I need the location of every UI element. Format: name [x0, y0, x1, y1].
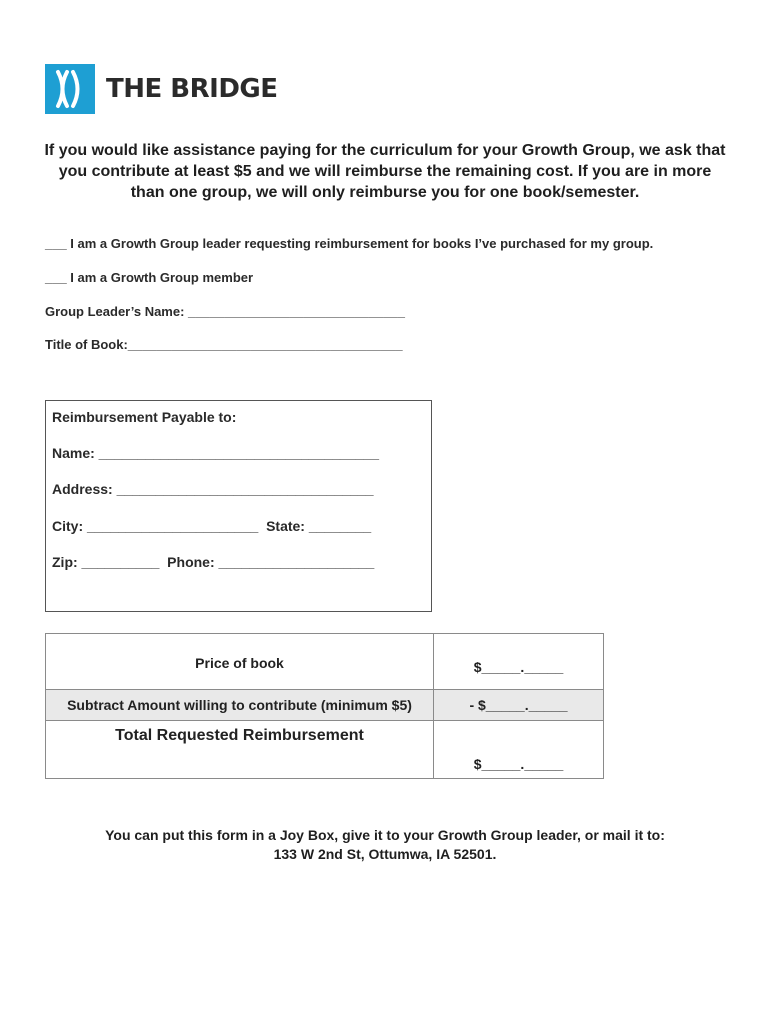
footer-line-1: You can put this form in a Joy Box, give it to your Growth Group leader, or mail it to: [105, 827, 665, 843]
cost-table [45, 633, 604, 779]
intro-paragraph: If you would like assistance paying for the curriculum for your Growth Group, we ask that you contribute at least $5 and we will reimburse the remaining cost. If you are in more than one group, we will only reimburse you for one book/semester. [44, 142, 726, 201]
payee-name-field[interactable]: Name: ____________________________________ [52, 445, 379, 461]
payee-address-field[interactable]: Address: _________________________________ [52, 481, 374, 497]
payable-title: Reimbursement Payable to: [52, 409, 237, 425]
book-title-field[interactable]: Title of Book:______________________________________ [45, 337, 403, 352]
reimbursement-payable-box [45, 400, 432, 612]
footer-instructions [40, 826, 730, 864]
table-row [46, 690, 604, 721]
total-reimbursement-label: Total Requested Reimbursement [46, 721, 434, 779]
price-of-book-value[interactable]: $_____._____ [434, 634, 604, 690]
payee-city-state-field[interactable]: City: ______________________ State: ________ [52, 518, 372, 534]
member-option[interactable]: ___ I am a Growth Group member [45, 270, 254, 285]
logo-text: THE BRIDGE [106, 74, 278, 104]
table-row [46, 721, 604, 779]
table-row [46, 634, 604, 690]
group-leader-name-field[interactable]: Group Leader’s Name: ______________________________ [45, 304, 405, 319]
mailing-address: 133 W 2nd St, Ottumwa, IA 52501. [273, 846, 497, 862]
contribution-label: Subtract Amount willing to contribute (minimum $5) [46, 690, 434, 721]
the-bridge-logo [45, 64, 278, 114]
price-of-book-label: Price of book [46, 634, 434, 690]
leader-option[interactable]: ___ I am a Growth Group leader requesting reimbursement for books I’ve purchased for my group. [45, 236, 654, 251]
payee-zip-phone-field[interactable]: Zip: __________ Phone: ____________________ [52, 554, 375, 570]
total-reimbursement-value[interactable]: $_____._____ [434, 721, 604, 779]
contribution-value[interactable]: - $_____._____ [434, 690, 604, 721]
bridge-logo-icon [45, 64, 95, 114]
